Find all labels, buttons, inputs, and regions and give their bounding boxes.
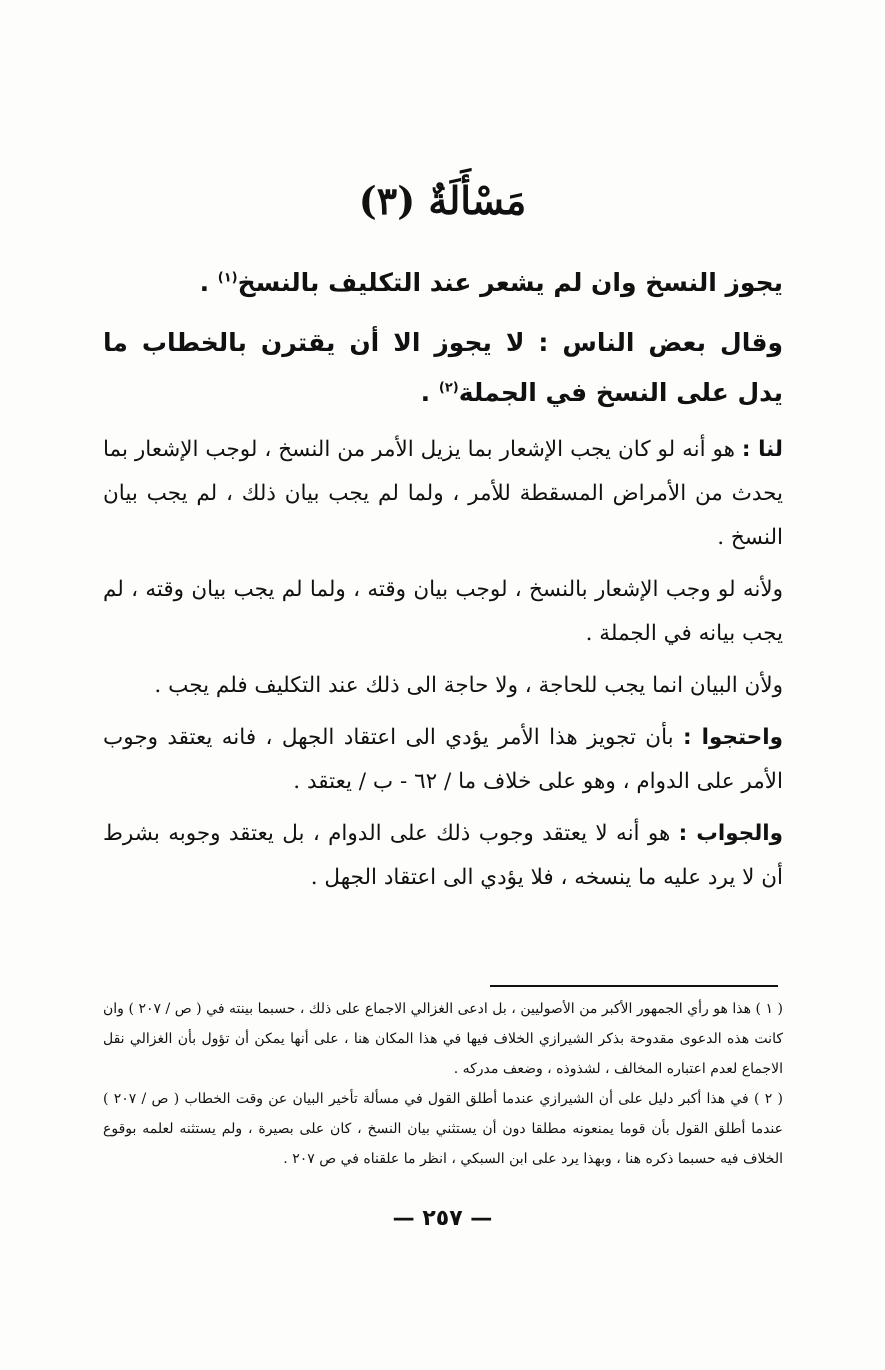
opposing-view-end: .	[420, 378, 439, 407]
paragraph-text: هو أنه لو كان يجب الإشعار بما يزيل الأمر من النسخ ، لوجب الإشعار بما يحدث من الأمراض المسقطة للأمر ، ولما لم يجب بيان ذلك ، لم يجب بيان النسخ .	[103, 437, 783, 550]
page-number: — ٢٥٧ —	[392, 1206, 493, 1231]
footnote-divider	[490, 985, 778, 987]
paragraph-label: لنا :	[741, 437, 783, 462]
footnote-marker-1[interactable]: (١)	[217, 270, 238, 286]
opposing-view	[103, 318, 783, 418]
lead-statement-text: يجوز النسخ وان لم يشعر عند التكليف بالنسخ	[237, 268, 783, 297]
section-heading: مَسْأَلَةٌ (٣)	[358, 178, 527, 223]
lead-statement	[103, 258, 783, 308]
footnote-1: ( ١ ) هذا هو رأي الجمهور الأكبر من الأصوليين ، بل ادعى الغزالي الاجماع على ذلك ، حسبما بينته في ( ص / ٢٠٧ ) وان كانت هذه الدعوى مقدوحة بذكر الشيرازي الخلاف فيها في هذا المكان هنا ، على أنها يمكن أن تؤول بأن الغزالي نقل الاجماع لعدم اعتباره المخالف ، لشذوذه ، وضعف مدركه .	[103, 1001, 784, 1077]
footnote-marker-2[interactable]: (٢)	[438, 380, 459, 396]
footnote-2: ( ٢ ) في هذا أكبر دليل على أن الشيرازي عندما أطلق القول في مسألة تأخير البيان عن وقت الخطاب ( ص / ٢٠٧ ) عندما أطلق القول بأن قوما يمنعونه مطلقا دون أن يستثني بيان النسخ ، كان على بصيرة ، ولم يستثنه لعلمه بوقوع الخلاف فيه حسبما ذكره هنا ، وبهذا يرد على ابن السبكي ، انظر ما علقناه في ص ٢٠٧ .	[103, 1091, 783, 1167]
footnotes	[103, 994, 783, 1174]
paragraph-reply	[103, 812, 783, 900]
paragraph-second-argument: ولأنه لو وجب الإشعار بالنسخ ، لوجب بيان وقته ، ولما لم يجب بيان وقته ، لم يجب بيانه في الجملة .	[103, 577, 783, 646]
paragraph-label: والجواب :	[678, 821, 784, 846]
paragraph-third-argument: ولأن البيان انما يجب للحاجة ، ولا حاجة الى ذلك عند التكليف فلم يجب .	[154, 673, 783, 698]
paragraph-text: بأن تجويز هذا الأمر يؤدي الى اعتقاد الجهل ، فانه يعتقد وجوب الأمر على الدوام ، وهو على خلاف ما / ٦٢ - ب / يعتقد .	[103, 725, 783, 794]
main-text	[103, 258, 783, 908]
paragraph-objection	[103, 716, 783, 804]
paragraph-label: واحتجوا :	[683, 725, 783, 750]
lead-statement-end: .	[199, 268, 218, 297]
paragraph-text: هو أنه لا يعتقد وجوب ذلك على الدوام ، بل يعتقد وجوبه بشرط أن لا يرد عليه ما ينسخه ، فلا يؤدي الى اعتقاد الجهل .	[103, 821, 783, 890]
paragraph-our-argument	[103, 428, 783, 560]
opposing-view-text: وقال بعض الناس : لا يجوز الا أن يقترن بالخطاب ما يدل على النسخ في الجملة	[103, 328, 783, 407]
